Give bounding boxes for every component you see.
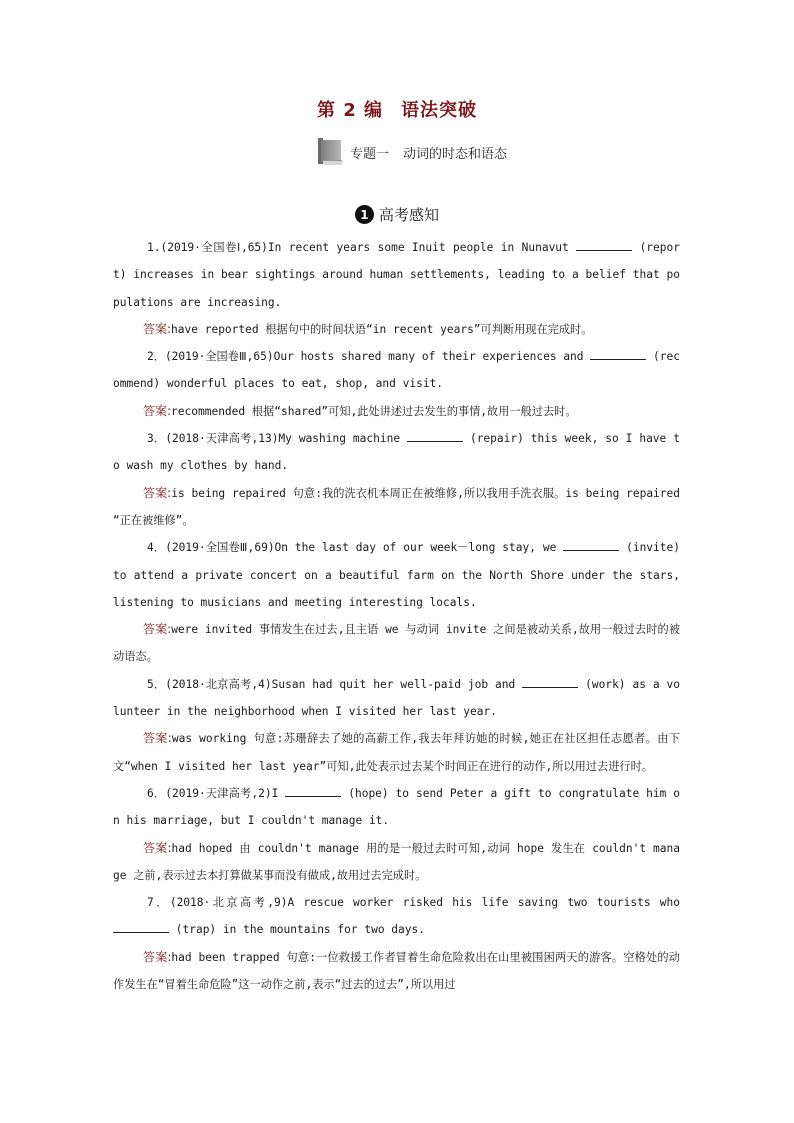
answer-blank xyxy=(522,675,578,688)
question-3: 3．(2018·天津高考,13)My washing machine (repair) this week, so I have to wash my clothes by hand. xyxy=(113,425,680,480)
title-part-1: 第 2 编 xyxy=(316,100,384,121)
answer-label: 答案: xyxy=(143,321,172,336)
answer-blank xyxy=(113,920,169,933)
answer-5: 答案:was working 句意:苏珊辞去了她的高薪工作,我去年拜访她的时候,她正在社区担任志愿者。由下文“when I visited her last year”可知,此处表示过去某个时间正在进行的动作,所以用过去进行时。 xyxy=(113,731,680,773)
answer-2: 答案:recommended 根据“shared”可知,此处讲述过去发生的事情,故用一般过去时。 xyxy=(143,403,577,418)
answer-label: 答案: xyxy=(143,622,172,637)
answer-label: 答案: xyxy=(143,949,172,964)
answer-blank xyxy=(590,347,646,360)
page-title xyxy=(0,96,794,122)
answer-1: 答案:have reported 根据句中的时间状语“in recent years”可判断用现在完成时。 xyxy=(143,321,593,336)
topic-text xyxy=(350,143,507,164)
answer-6: 答案:had hoped 由 couldn't manage 用的是一般过去时可知,动词 hope 发生在 couldn't manage 之前,表示过去本打算做某事而没有做成,故用过去完成时。 xyxy=(113,840,680,882)
answer-label: 答案: xyxy=(143,840,172,855)
question-4: 4．(2019·全国卷Ⅲ,69)On the last day of our week－long stay, we (invite) to attend a private concert on a beautiful farm on the North Shore under the stars, listening to musicians and meeting interesting locals. xyxy=(113,534,680,616)
question-1: 1.(2019·全国卷Ⅰ,65)In recent years some Inuit people in Nunavut (report) increases in bear sightings around human settlements, leading to a belief that populations are increasing. xyxy=(113,234,680,316)
answer-7: 答案:had been trapped 句意:一位救援工作者冒着生命危险救出在山里被围困两天的游客。空格处的动作发生在“冒着生命危险”这一动作之前,表示“过去的过去”,所以用过 xyxy=(113,949,680,992)
title-part-2: 语法突破 xyxy=(401,100,478,121)
answer-label: 答案: xyxy=(143,403,172,418)
answer-4: 答案:were invited 事情发生在过去,且主语 we 与动词 invite 之间是被动关系,故用一般过去时的被动语态。 xyxy=(113,622,681,664)
topic-title: 动词的时态和语态 xyxy=(403,147,508,162)
answer-blank xyxy=(407,429,463,442)
topic-heading xyxy=(318,134,507,164)
section-heading xyxy=(0,204,794,225)
answer-blank xyxy=(563,538,619,551)
section-title: 高考感知 xyxy=(378,206,439,224)
answer-3: 答案:is being repaired 句意:我的洗衣机本周正在被维修,所以我用手洗衣服。is being repaired “正在被维修”。 xyxy=(113,485,680,527)
answer-label: 答案: xyxy=(143,731,172,746)
question-5: 5．(2018·北京高考,4)Susan had quit her well-paid job and (work) as a volunteer in the neighborhood when I visited her last year. xyxy=(113,671,680,726)
topic-label: 专题一 xyxy=(350,147,390,162)
answer-label: 答案: xyxy=(143,485,172,500)
question-7: 7．(2018·北京高考,9)A rescue worker risked his life saving two tourists who (trap) in the mountains for two days. xyxy=(113,889,680,944)
answer-blank xyxy=(576,238,632,251)
answer-blank xyxy=(285,784,341,797)
section-number-badge: 1 xyxy=(355,205,374,224)
book-icon xyxy=(318,138,342,164)
question-6: 6．(2019·天津高考,2)I (hope) to send Peter a gift to congratulate him on his marriage, but I couldn't manage it. xyxy=(113,780,680,835)
question-2: 2．(2019·全国卷Ⅲ,65)Our hosts shared many of their experiences and (recommend) wonderful places to eat, shop, and visit. xyxy=(113,343,680,398)
question-list xyxy=(113,234,680,998)
